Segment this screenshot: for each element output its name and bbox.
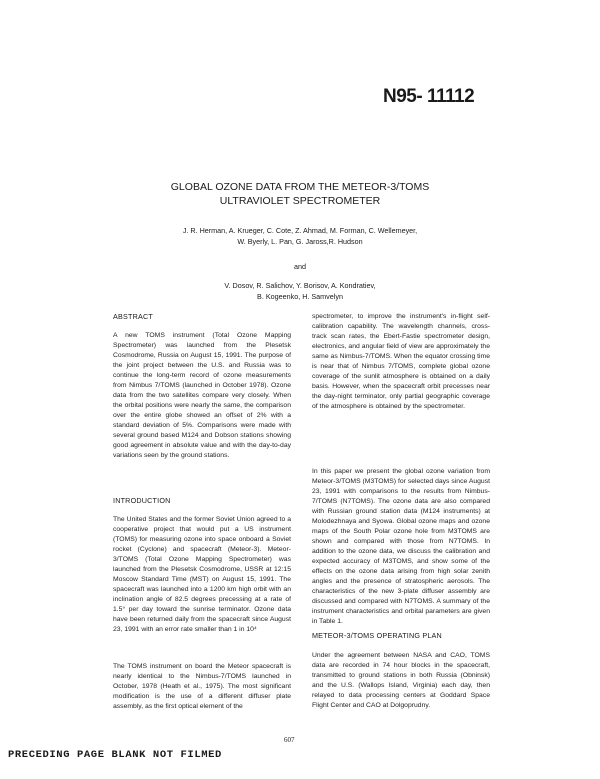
introduction-paragraph-1 xyxy=(113,515,291,635)
right-column-paragraph-2 xyxy=(312,467,490,627)
introduction-paragraph-2 xyxy=(113,662,291,712)
author-line-1: J. R. Herman, A. Krueger, C. Cote, Z. Ahmad, M. Forman, C. Wellemeyer, xyxy=(182,226,418,235)
author-line-2: W. Byerly, L. Pan, G. Jaross,R. Hudson xyxy=(237,236,363,246)
operating-plan-heading: METEOR-3/TOMS OPERATING PLAN xyxy=(312,631,442,640)
paragraph-text: The United States and the former Soviet Union agreed to a cooperative project that would put a US instrument (TOMS) for measuring ozone into space onboard a Soviet rocket (Cyclone) and spacecraft (Meteor-3). Meteor-3/TOMS (Total Ozone Mapping Spectrometer) was launched from the Plesetsk Cosmodrome, USSR at 12:15 Moscow Standard Time (MST) on August 15, 1991. The spacecraft was launched into a 1200 km high orbit with an inclination angle of 82.5 degrees precessing at a rate of 1.5° per day toward the sunrise terminator. Ozone data have been returned daily from the spacecraft since August 23, 1991 with an error rate smaller than 1 in 10⁴ xyxy=(113,516,291,633)
page-number: 607 xyxy=(284,736,295,744)
introduction-heading: INTRODUCTION xyxy=(113,496,171,505)
operating-plan-paragraph xyxy=(312,651,490,711)
paper-title xyxy=(100,180,500,208)
paragraph-text: In this paper we present the global ozone variation from Meteor-3/TOMS (M3TOMS) for selected days since August 23, 1991 with comparisons to the results from Nimbus-7/TOMS (N7TOMS). The ozone data are also compared with Russian ground station data (M124 instruments) at Molodezhnaya and Syowa. Global ozone maps and ozone maps of the South Polar ozone hole from M3TOMS are shown and compared with those from N7TOMS. In addition to the ozone data, we discuss the calibration and expected accuracy of M3TOMS, and show some of the effects on the ozone data arising from high solar zenith angles and the presence of stratospheric aerosols. The characteristics of the new 3-plate diffuser assembly are discussed and compared with N7TOMS. A summary of the instrument characteristics and orbital parameters are given in Table 1. xyxy=(312,468,490,625)
right-column-paragraph-1 xyxy=(312,312,490,412)
title-line-2: ULTRAVIOLET SPECTROMETER xyxy=(219,195,381,207)
paragraph-text: The TOMS instrument on board the Meteor spacecraft is nearly identical to the Nimbus-7/TOMS launched in October, 1978 (Heath et al., 1975). The most significant modification is the use of a different diffuser plate assembly, as the first optical element of the xyxy=(113,663,291,710)
paragraph-text: Under the agreement between NASA and CAO, TOMS data are recorded in 74 hour blocks in the spacecraft, transmitted to ground stations in both Russia (Obninsk) and the U.S. (Wallops Island, Virginia) each day, then relayed to data processing centers at Goddard Space Flight Center and CAO at Dolgoprudny. xyxy=(312,652,490,709)
author-line-3: V. Dosov, R. Salichov, Y. Borisov, A. Kondratiev, xyxy=(224,281,376,290)
document-number: N95- 11112 xyxy=(383,86,475,107)
abstract-paragraph: A new TOMS instrument (Total Ozone Mapping Spectrometer) was launched from the Plesetsk Cosmodrome, Russia on August 15, 1991. The purpose of the joint project between the U.S. and Russia was to continue the long-term record of ozone measurements from Nimbus 7/TOMS (launched in October 1978). Ozone data from the two satellites compare very closely. When the orbital positions were nearly the same, the comparison over the entire globe showed an offset of 2% with a standard deviation of 5%. Comparisons were made with several ground based M124 and Dobson stations showing good agreement in absolute value and with the day-to-day variations seen by the ground stations. xyxy=(113,332,291,459)
paragraph-text: spectrometer, to improve the instrument's in-flight self-calibration capability. The wavelength channels, cross-track scan rates, the Ebert-Fastie spectrometer design, electronics, and angular field of view are approximately the same as Nimbus-7/TOMS. When the equator crossing time is near that of Nimbus 7/TOMS, complete global ozone coverage of the sunlit atmosphere is obtained on a daily basis. However, when the spacecraft orbit precesses near the day-night terminator, only partial geographic coverage of the atmosphere is obtained by the spectrometer. xyxy=(312,313,490,410)
author-line-4: B. Kogeenko, H. Samvelyn xyxy=(257,291,343,301)
author-list-russia xyxy=(100,281,500,302)
title-line-1: GLOBAL OZONE DATA FROM THE METEOR-3/TOMS xyxy=(170,181,430,193)
preceding-page-stamp: PRECEDING PAGE BLANK NOT FILMED xyxy=(8,749,222,761)
author-separator: and xyxy=(294,262,306,271)
author-list-us xyxy=(100,226,500,247)
abstract-text xyxy=(113,331,291,461)
abstract-heading: ABSTRACT xyxy=(113,312,153,321)
